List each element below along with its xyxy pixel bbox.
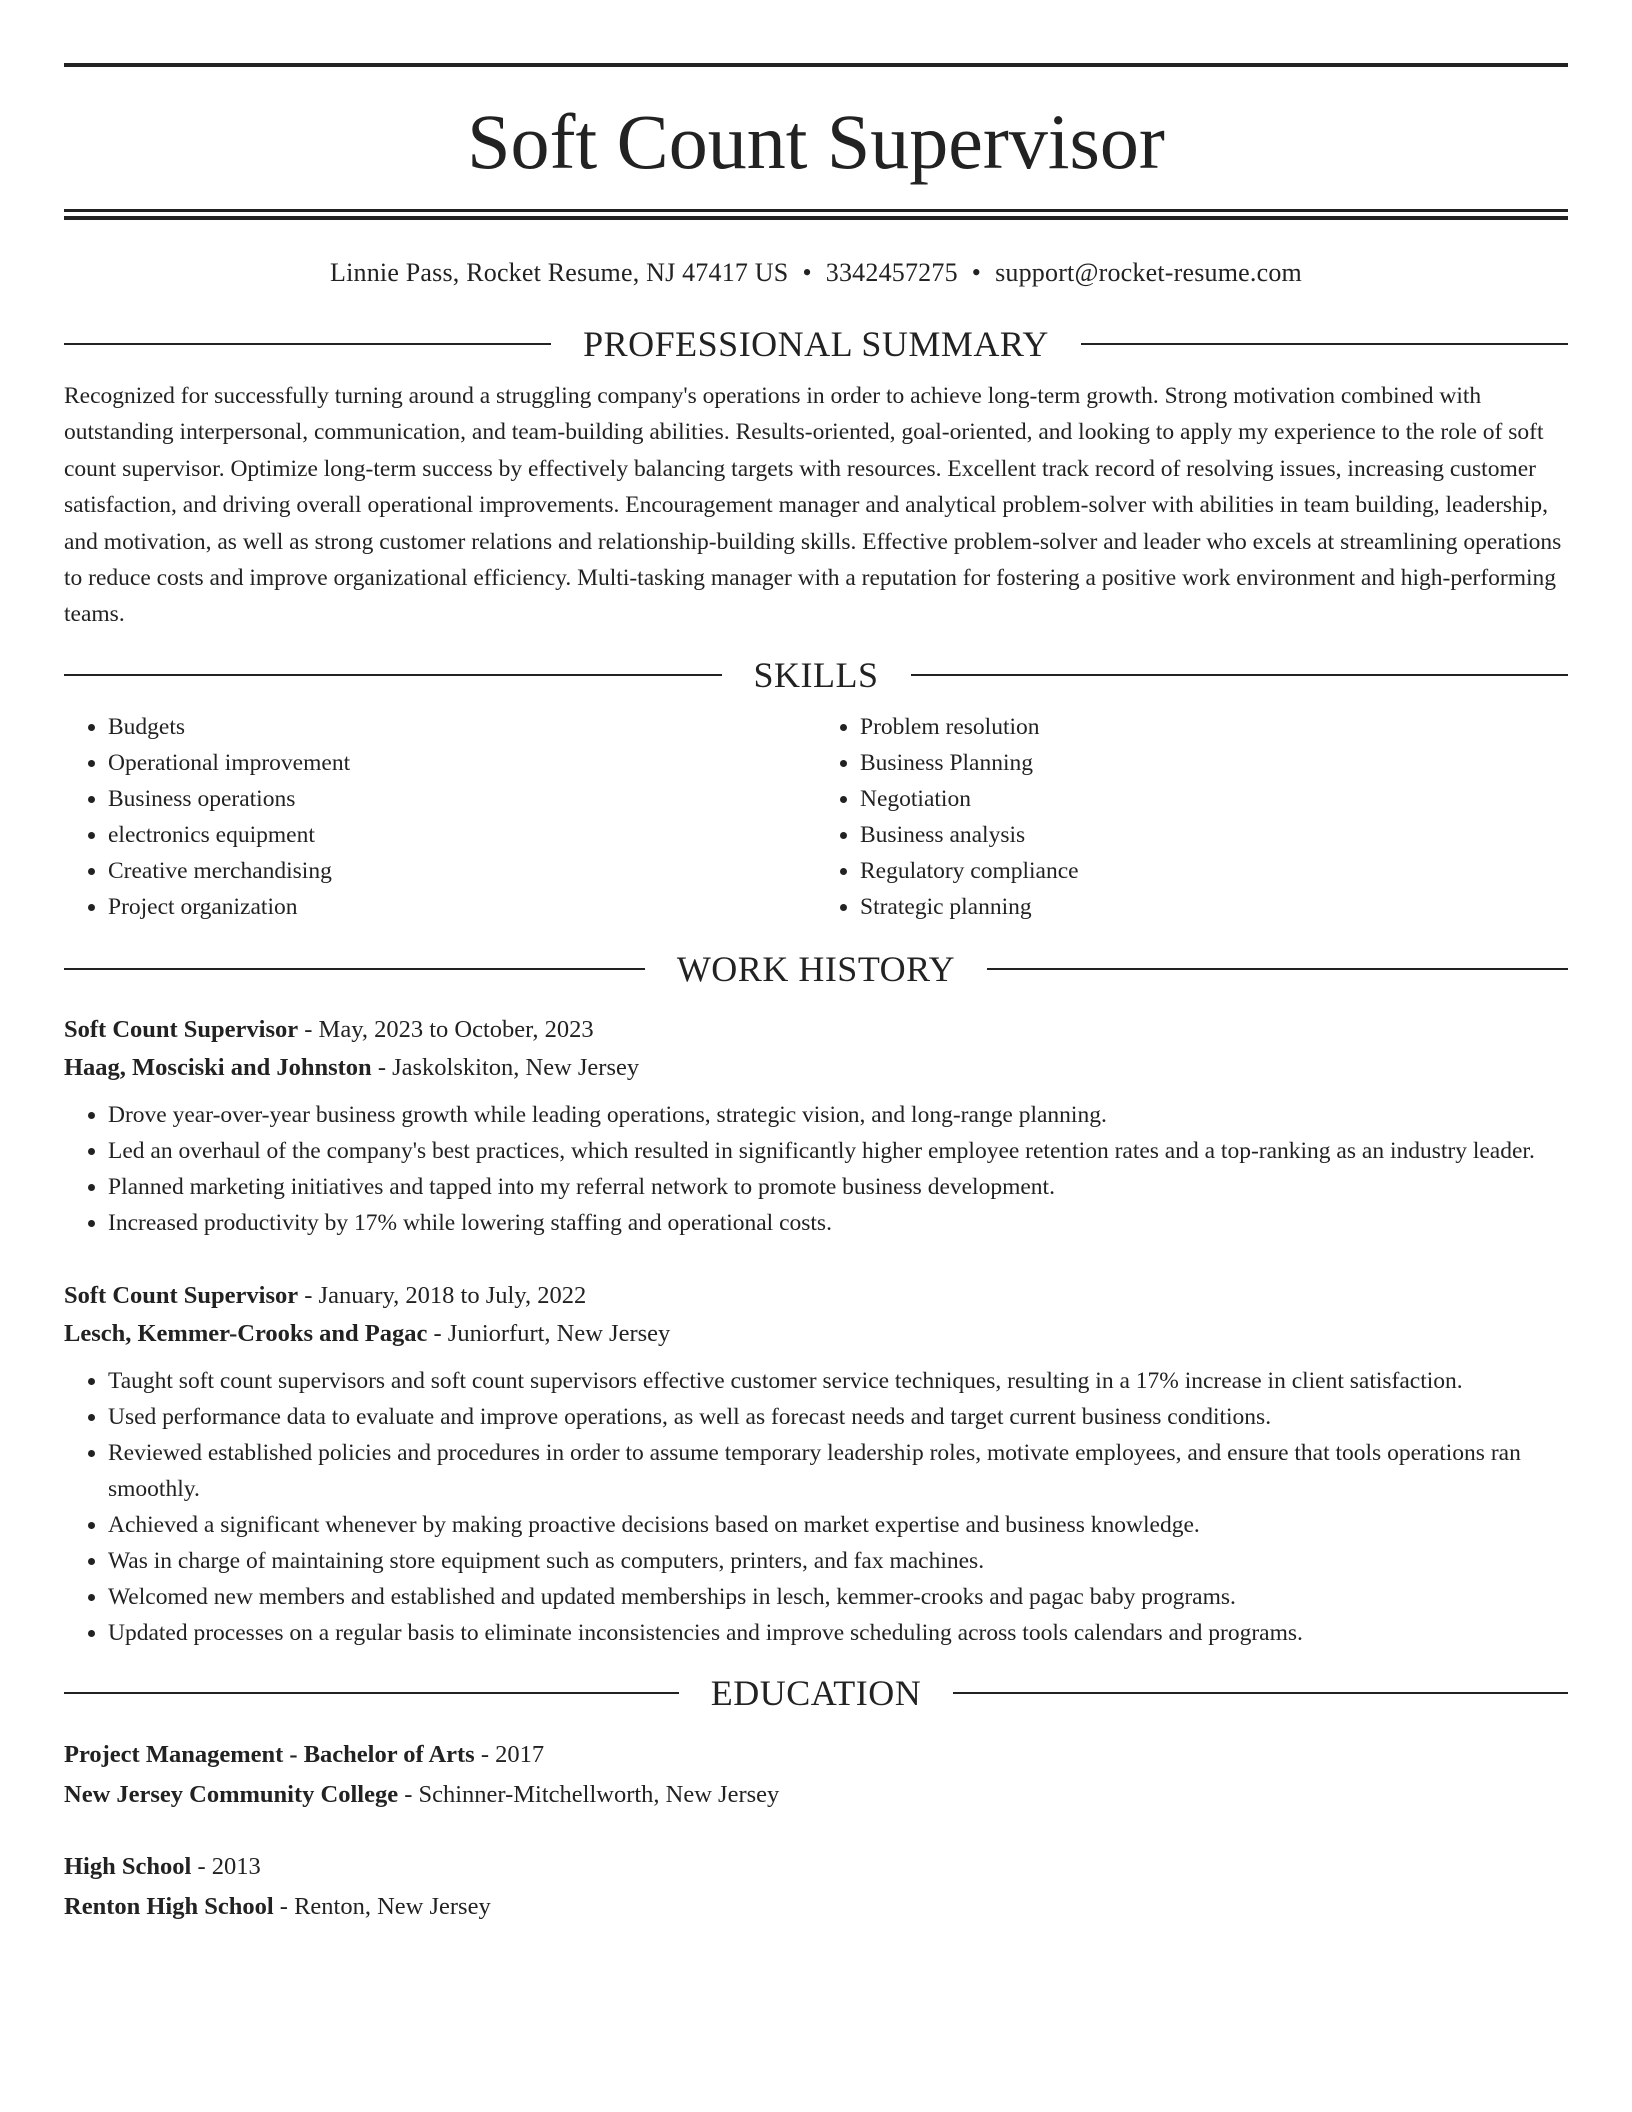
education-degree-line	[64, 1847, 1568, 1887]
job-bullet: • Reviewed established policies and procedures in order to assume temporary leadership roles, motivate employees, and ensure that tools operations ran smoothly.	[108, 1435, 1568, 1507]
job-bullet: • Drove year-over-year business growth while leading operations, strategic vision, and long-range planning.	[108, 1097, 1568, 1133]
summary-section-header	[64, 322, 1568, 366]
education-section-header	[64, 1671, 1568, 1715]
education-year: - 2017	[474, 1740, 545, 1768]
contact-separator: •	[971, 258, 982, 287]
skill-item: • Business Planning	[860, 745, 1568, 781]
skill-item: • Creative merchandising	[108, 853, 816, 889]
job-bullets	[64, 1097, 1568, 1241]
work-section-title: WORK HISTORY	[676, 948, 956, 989]
education-section-title: EDUCATION	[710, 1672, 922, 1713]
education-school: New Jersey Community College	[64, 1780, 399, 1808]
job-title-line	[64, 1011, 1568, 1049]
job-bullet: • Was in charge of maintaining store equipment such as computers, printers, and fax machines.	[108, 1543, 1568, 1579]
skills-section-header	[64, 653, 1568, 697]
section-rule-left	[64, 343, 551, 345]
job-dates: - May, 2023 to October, 2023	[298, 1015, 594, 1043]
job-bullet: • Used performance data to evaluate and improve operations, as well as forecast needs and target current business conditions.	[108, 1399, 1568, 1435]
section-rule-right	[911, 674, 1569, 676]
skills-column-right	[816, 709, 1568, 925]
job-bullet: • Welcomed new members and established and updated memberships in lesch, kemmer-crooks and pagac baby programs.	[108, 1579, 1568, 1615]
job-bullet: • Updated processes on a regular basis to eliminate inconsistencies and improve scheduling across tools calendars and programs.	[108, 1615, 1568, 1651]
job-company-line	[64, 1315, 1568, 1353]
section-rule-right	[1081, 343, 1568, 345]
skill-item: • Operational improvement	[108, 745, 816, 781]
education-location: - Renton, New Jersey	[273, 1892, 491, 1920]
job-entry	[64, 1011, 1568, 1241]
skill-item: • Business analysis	[860, 817, 1568, 853]
section-rule-left	[64, 1692, 679, 1694]
education-year: - 2013	[191, 1852, 261, 1880]
section-rule-left	[64, 968, 645, 970]
job-bullet: • Achieved a significant whenever by making proactive decisions based on market expertise and business knowledge.	[108, 1507, 1568, 1543]
education-entry	[64, 1735, 1568, 1815]
education-degree-line	[64, 1735, 1568, 1775]
education-degree: Project Management - Bachelor of Arts	[64, 1740, 475, 1768]
skill-item: • Business operations	[108, 781, 816, 817]
section-rule-right	[987, 968, 1568, 970]
job-bullet: • Led an overhaul of the company's best practices, which resulted in significantly higher employee retention rates and a top-ranking as an industry leader.	[108, 1133, 1568, 1169]
job-company: Haag, Mosciski and Johnston	[64, 1053, 372, 1081]
job-title: Soft Count Supervisor	[64, 1015, 299, 1043]
education-entry	[64, 1847, 1568, 1927]
skills-section-title: SKILLS	[753, 654, 879, 695]
job-title-line	[64, 1277, 1568, 1315]
skill-item: • Strategic planning	[860, 889, 1568, 925]
job-dates: - January, 2018 to July, 2022	[298, 1281, 587, 1309]
contact-email[interactable]: support@rocket-resume.com	[995, 258, 1302, 287]
skill-item: • electronics equipment	[108, 817, 816, 853]
skill-item: • Project organization	[108, 889, 816, 925]
education-degree: High School	[64, 1852, 192, 1880]
title-double-rule	[64, 209, 1568, 220]
job-location: - Juniorfurt, New Jersey	[427, 1319, 671, 1347]
top-rule	[64, 63, 1568, 67]
summary-text: Recognized for successfully turning around a struggling company's operations in order to achieve long-term growth. Strong motivation combined with outstanding interpersonal, communication, and team-building abilities. Results-oriented, goal-oriented, and looking to apply my experience to the role of soft count supervisor. Optimize long-term success by effectively balancing targets with resources. Excellent track record of resolving issues, increasing customer satisfaction, and driving overall operational improvements. Encouragement manager and analytical problem-solver with abilities in team building, leadership, and motivation, as well as strong customer relations and relationship-building skills. Effective problem-solver and leader who excels at streamlining operations to reduce costs and improve organizational efficiency. Multi-tasking manager with a reputation for fostering a positive work environment and high-performing teams.	[64, 383, 1562, 628]
job-location: - Jaskolskiton, New Jersey	[371, 1053, 640, 1081]
skills-column-left	[64, 709, 816, 925]
job-bullet: • Planned marketing initiatives and tapped into my referral network to promote business development.	[108, 1169, 1568, 1205]
skill-item: • Negotiation	[860, 781, 1568, 817]
contact-address: Linnie Pass, Rocket Resume, NJ 47417 US	[330, 258, 789, 287]
skills-list	[64, 709, 1568, 925]
work-section-header	[64, 947, 1568, 991]
job-entry	[64, 1277, 1568, 1651]
contact-line	[64, 258, 1568, 288]
job-company: Lesch, Kemmer-Crooks and Pagac	[64, 1319, 428, 1347]
job-bullets	[64, 1363, 1568, 1651]
resume-title: Soft Count Supervisor	[467, 98, 1165, 185]
contact-separator: •	[802, 258, 812, 287]
job-title: Soft Count Supervisor	[64, 1281, 299, 1309]
job-company-line	[64, 1049, 1568, 1087]
job-bullet: • Taught soft count supervisors and soft count supervisors effective customer service techniques, resulting in a 17% increase in client satisfaction.	[108, 1363, 1568, 1399]
contact-phone: 3342457275	[825, 258, 958, 287]
job-bullet: • Increased productivity by 17% while lowering staffing and operational costs.	[108, 1205, 1568, 1241]
skill-item: • Problem resolution	[860, 709, 1568, 745]
section-rule-left	[64, 674, 722, 676]
section-rule-right	[953, 1692, 1568, 1694]
summary-section-title: PROFESSIONAL SUMMARY	[583, 324, 1049, 364]
skill-item: • Regulatory compliance	[860, 853, 1568, 889]
education-location: - Schinner-Mitchellworth, New Jersey	[398, 1780, 780, 1808]
education-school-line	[64, 1775, 1568, 1815]
skill-item: • Budgets	[108, 709, 816, 745]
education-school-line	[64, 1887, 1568, 1927]
education-school: Renton High School	[64, 1892, 274, 1920]
